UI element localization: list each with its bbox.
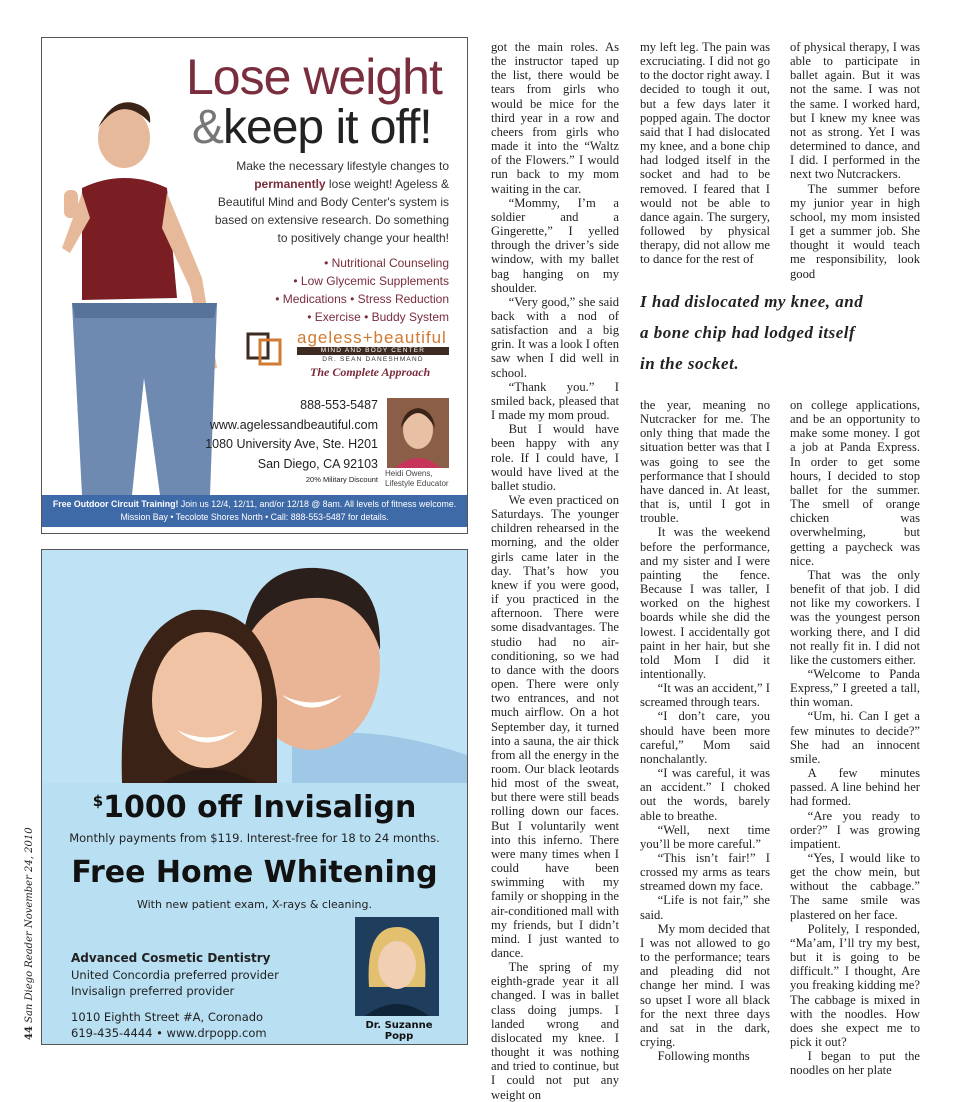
headline-keep-it-off <box>192 100 432 155</box>
weight-loss-ad <box>41 37 468 534</box>
paragraph: “Well, next time you’ll be more careful.” <box>640 822 770 851</box>
weight-ad-website[interactable]: www.agelessandbeautiful.com <box>209 417 378 432</box>
paragraph: “Yes, I would like to get the chow mein, but without the cabbage.” The same smile was plastered on her face. <box>790 851 920 922</box>
pull-quote <box>640 286 940 379</box>
paragraph: We even practiced on Saturdays. The younger children rehearsed in the morning, and the older girls came later in the day. That’s how you knew if you were good, if you practiced in the afternoon. There were some disadvantages. The studio had no air-conditioning, so we had to dance with the doors open. There were only two entrances, and not much airflow. On a hot September day, it turned into a sauna, the air thick from all the energy in the room. Our black leotards hid most of the sweat, but there were still beads rolling down our faces. But I voluntarily went into this inferno. There were many times when I could have been swimming with my family or shopping in the air-conditioned mall with my friends, but I didn’t mind. I just wanted to dance. <box>491 493 619 960</box>
paragraph: Politely, I responded, “Ma’am, I’ll try my best, but it is going to be difficult.” I thought, Are you freaking kidding me? The cabbage is mixed in with the noodles. How does she expect me to pick it out? <box>790 921 920 1050</box>
intro-post: lose weight! Ageless & Beautiful Mind and Body Center's system is based on extensive research. Do something to positively change your health! <box>214 177 449 245</box>
paragraph: got the main roles. As the instructor taped up the list, there would be tears from girls who would be mice for the third year in a row and cheers from girls who made it into the “Waltz of the Flowers.” I would run back to my mom waiting in the car. <box>491 40 619 196</box>
paragraph: “This isn’t fair!” I crossed my arms as tears streamed down my face. <box>640 851 770 894</box>
offer-text: 1000 off Invisalign <box>103 790 417 825</box>
publication-line: San Diego Reader November 24, 2010 <box>24 827 35 1023</box>
paragraph: The spring of my eighth-grade year it all changed. I was in ballet class doing jumps. I landed wrong and dislocated my knee. I thought it was nothing and tried to continue, but I could not put any weight on <box>491 960 619 1102</box>
pull-quote-line: I had dislocated my knee, and <box>640 292 864 311</box>
article-col-3 <box>790 40 920 281</box>
weight-ad-address2: San Diego, CA 92103 <box>257 456 378 471</box>
article-col-5 <box>790 398 920 1078</box>
logo-name: ageless+beautiful <box>297 328 447 347</box>
paragraph: on college applications, and be an opportunity to make some money. I got a job at Panda Express. In order to get some hours, I decided to stop ballet for the summer. The smell of orange chicken was overwhelming, but getting a paycheck was nice. <box>790 398 920 568</box>
paragraph: It was the weekend before the performance, and my sister and I were painting the fence. Because I was taller, I worked on the highest boards while she did the lowest. I accidentally got paint in her hair, but she told Mom I did it intentionally. <box>640 525 770 681</box>
educator-portrait-icon <box>387 398 449 468</box>
practice-address: 1010 Eighth Street #A, Coronado <box>71 1009 264 1024</box>
weight-ad-address1: 1080 University Ave, Ste. H201 <box>205 437 378 451</box>
paragraph: Following months <box>657 1049 750 1064</box>
educator-caption <box>385 469 449 489</box>
logo-tagline: The Complete Approach <box>310 365 431 379</box>
service-item: • Low Glycemic Supplements <box>293 274 449 288</box>
intro-bold: permanently <box>254 177 326 191</box>
pull-quote-line: in the socket. <box>640 354 740 373</box>
paragraph: A few minutes passed. A line behind her had formed. <box>790 766 920 809</box>
service-item: • Medications • Stress Reduction <box>275 292 449 306</box>
educator-photo <box>387 398 449 468</box>
paragraph: “I was careful, it was an accident.” I choked out the words, barely able to breathe. <box>640 766 770 823</box>
paragraph: “Welcome to Panda Express,” I greeted a tall, thin woman. <box>790 666 920 710</box>
paragraph: That was the only benefit of that job. I did not like my coworkers. I was the youngest person working there, and I did not really fit in. I did not like the customers either. <box>790 567 920 667</box>
practice-info <box>71 950 279 1042</box>
intro-pre: Make the necessary lifestyle changes to <box>236 159 449 173</box>
banner-text: Join us 12/4, 12/11, and/or 12/18 @ 8am. All levels of fitness welcome. <box>180 499 457 509</box>
paragraph: My mom decided that I was not allowed to go to the performance; tears and pleading did not change her mind. I was so upset I wore all black for the next three days and sat in the dark, crying. <box>640 921 770 1050</box>
free-whitening: Free Home Whitening <box>71 855 438 890</box>
paragraph: “It was an accident,” I screamed through tears. <box>640 681 770 710</box>
paragraph: The summer before my junior year in high school, my mom insisted I get a summer job. She thought it would teach me responsibility, look good <box>790 181 920 281</box>
services-list <box>219 254 449 326</box>
provider-2: Invisalign preferred provider <box>71 984 235 998</box>
headline-ampersand: & <box>192 101 224 154</box>
practice-contact[interactable]: 619-435-4444 • www.drpopp.com <box>71 1026 267 1040</box>
paragraph: of physical therapy, I was able to participate in ballet again. But it was not the same. I was not the same. I worked hard, but I knew my knee was not as strong. Yet I was determined to dance, and I did. I performed in the next two Nutcrackers. <box>790 40 920 182</box>
circuit-training-banner <box>42 495 467 527</box>
weight-ad-phone: 888-553-5487 <box>300 398 378 412</box>
doctor-name: Dr. Suzanne Popp <box>365 1020 433 1042</box>
monthly-payments: Monthly payments from $119. Interest-free for 18 to 24 months. <box>69 831 440 845</box>
doctor-portrait-icon <box>355 917 439 1016</box>
pull-quote-line: a bone chip had lodged itself <box>640 323 856 342</box>
practice-name: Advanced Cosmetic Dentistry <box>71 951 271 965</box>
paragraph: I began to put the noodles on her plate <box>790 1049 920 1078</box>
logo-doctor: DR. SEAN DANESHMAND <box>322 356 424 363</box>
invisalign-offer <box>42 790 467 825</box>
educator-title: Lifestyle Educator <box>385 479 449 488</box>
intro-text <box>209 157 449 247</box>
dental-ad <box>41 549 468 1045</box>
ageless-beautiful-logo <box>245 328 450 388</box>
service-item: • Nutritional Counseling <box>324 256 449 270</box>
weight-ad-contact <box>192 396 378 486</box>
banner-line2: Mission Bay • Tecolote Shores North • Call: 888-553-5487 for details. <box>120 512 389 522</box>
doctor-photo <box>355 917 439 1016</box>
paragraph: the year, meaning no Nutcracker for me. The only thing that made the situation better was that I was going to see the performance that I should have danced in. At least, that is, until I got in trouble. <box>640 398 770 526</box>
banner-bold: Free Outdoor Circuit Training! <box>52 499 179 509</box>
paragraph: “Life is not fair,” she said. <box>640 893 770 922</box>
headline-lose-weight: Lose weight <box>186 49 442 105</box>
provider-1: United Concordia preferred provider <box>71 967 279 982</box>
paragraph: “Very good,” she said back with a nod of satisfaction and a big grin. It was a look I often saw when I did well in school. <box>491 294 619 380</box>
logo-mark-icon <box>245 330 283 366</box>
offer-dollar: $ <box>92 792 104 810</box>
page-folio <box>10 827 40 1050</box>
paragraph: “Mommy, I’m a soldier and a Gingerette,” I yelled through the driver’s side window, with my ballet bag hanging on my shoulder. <box>491 195 619 295</box>
paragraph: my left leg. The pain was excruciating. I did not go to the doctor right away. I decided to tough it out, but a few days later it popped again. The doctor said that I had dislocated my knee, and a bone chip had lodged itself in the socket and had to be removed. I feared that I would not be able to dance again. The surgery, followed by physical therapy, did not allow me to dance for the rest of <box>640 40 770 267</box>
exam-note: With new patient exam, X-rays & cleaning. <box>136 898 372 911</box>
service-item: • Exercise • Buddy System <box>307 310 449 324</box>
smiling-couple-illustration <box>42 550 467 783</box>
page-number: 44 <box>24 1026 35 1040</box>
military-discount: 20% Military Discount <box>305 475 378 484</box>
headline-keep-text: keep it off! <box>223 101 432 154</box>
article-col-4 <box>640 398 770 1063</box>
article-col-1 <box>491 40 619 1102</box>
paragraph: “Thank you.” I smiled back, pleased that I made my mom proud. <box>491 379 619 423</box>
paragraph: “Um, hi. Can I get a few minutes to decide?” She had an innocent smile. <box>790 709 920 766</box>
logo-subtitle: MIND AND BODY CENTER <box>297 347 449 355</box>
educator-name: Heidi Owens, <box>385 469 433 478</box>
paragraph: “I don’t care, you should have been more careful,” Mom said nonchalantly. <box>640 709 770 766</box>
paragraph: “Are you ready to order?” I was growing impatient. <box>790 808 920 851</box>
paragraph: But I would have been happy with any role. If I could have, I would have lived at the ballet studio. <box>491 422 619 493</box>
article-col-2 <box>640 40 770 267</box>
